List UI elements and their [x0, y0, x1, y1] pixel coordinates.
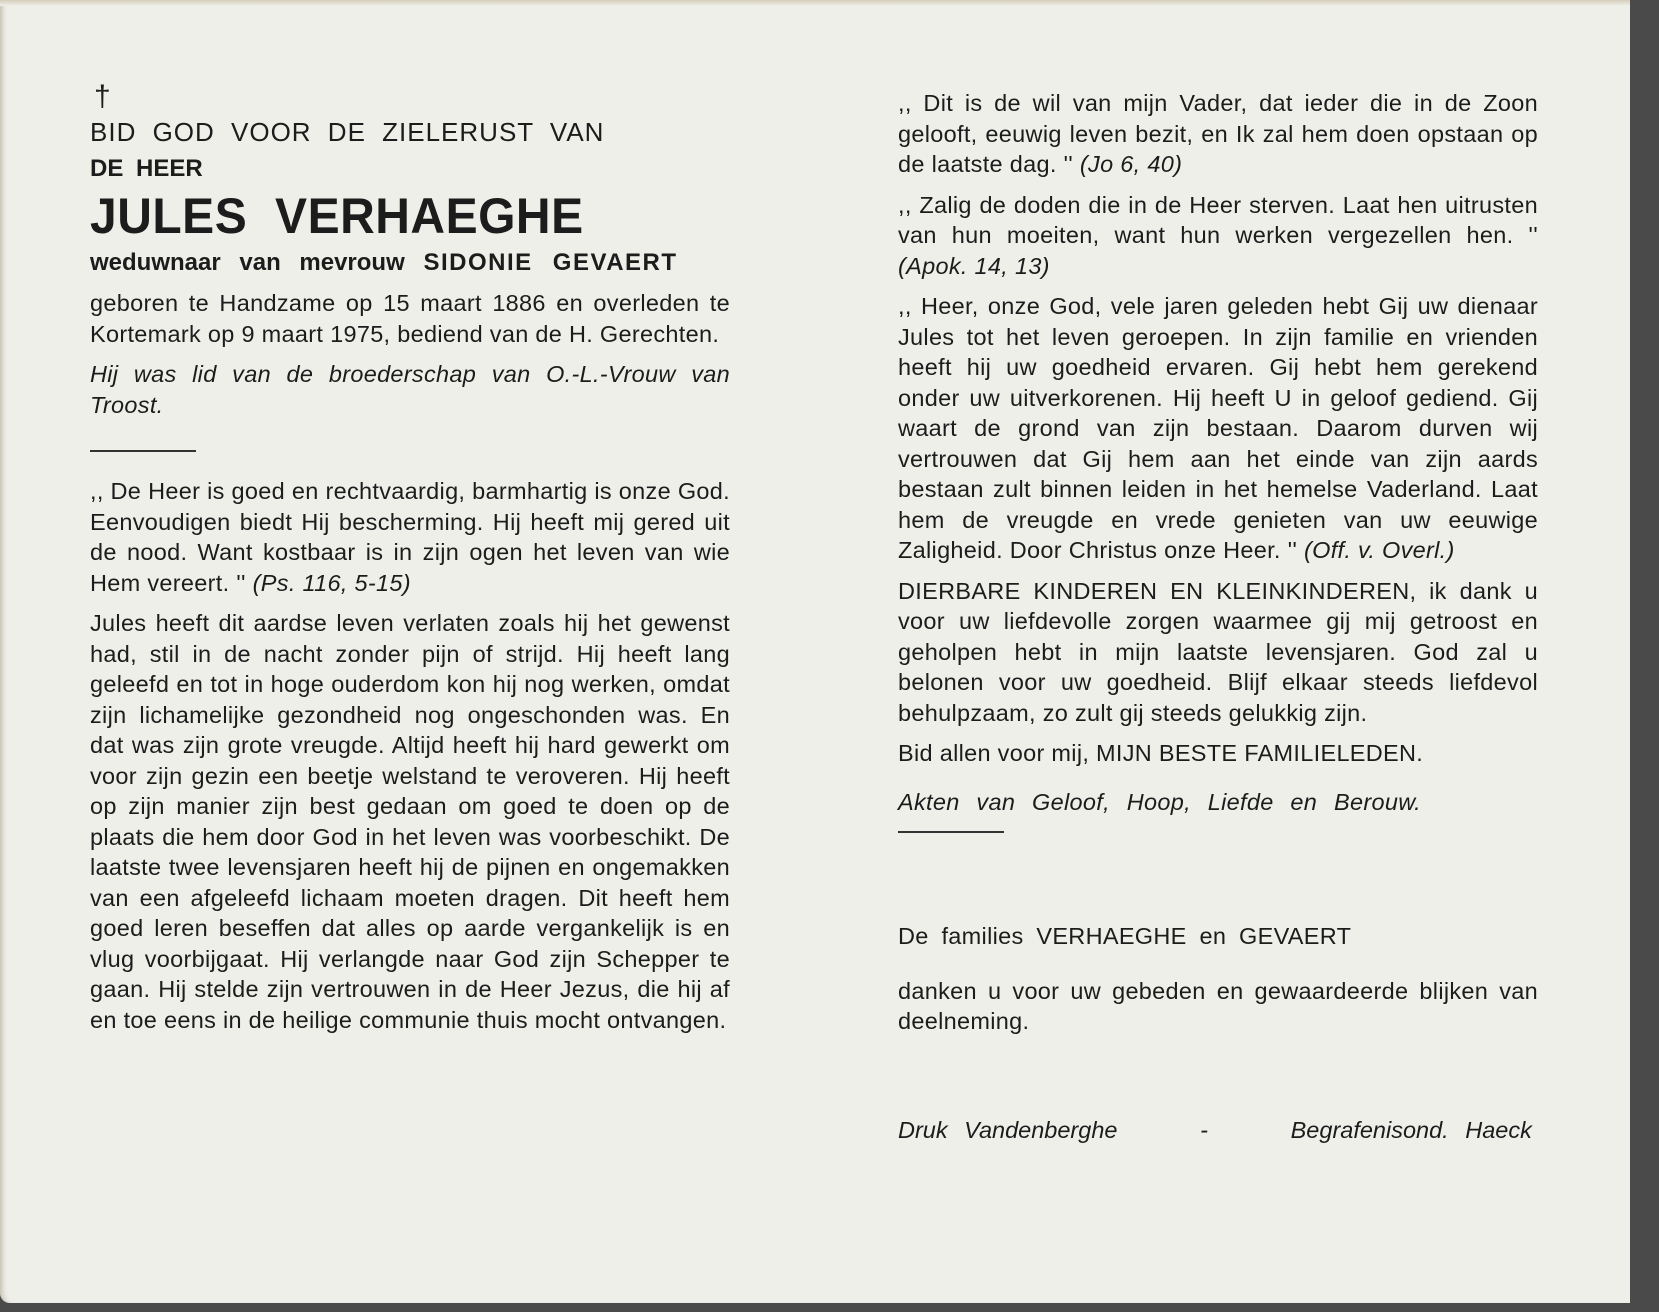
undertaker-credit: Begrafenisond. Haeck [1290, 1116, 1532, 1143]
psalm-quote-block [90, 476, 730, 598]
acts-line: Akten van Geloof, Hoop, Liefde en Berouw. [898, 788, 1422, 815]
title-honorific: DE HEER [90, 155, 203, 182]
thanks-message: danken u voor uw gebeden en gewaardeerde blijken van deelneming. [898, 977, 1538, 1034]
birth-death-info: geboren te Handzame op 15 maart 1886 en overleden te Kortemark op 9 maart 1975, bediend van de H. Gerechten. [90, 290, 730, 347]
footer-credits [898, 1115, 1538, 1145]
spouse-name: SIDONIE GEVAERT [423, 249, 678, 276]
brotherhood-note: Hij was lid van de broederschap van O.-L.-Vrouw van Troost. [90, 361, 730, 418]
widower-line [90, 248, 730, 278]
psalm-reference: (Ps. 116, 5-15) [252, 569, 411, 596]
credit-separator: - [1200, 1116, 1208, 1143]
cross-icon: † [94, 80, 111, 113]
right-column [898, 88, 1538, 1145]
prayer-heading: BID GOD VOOR DE ZIELERUST VAN [90, 117, 605, 147]
apok-quote: ,, Zalig de doden die in de Heer sterven. Laat hen uitrusten van hun moeiten, want hun werken vergezellen hen. '' [898, 191, 1538, 248]
widower-prefix: weduwnaar van mevrouw [90, 249, 405, 276]
biography: Jules heeft dit aardse leven verlaten zoals hij het gewenst had, stil in de nacht zonder pijn of strijd. Hij heeft lang geleefd en tot in hoge ouderdom kon hij nog werken, omdat zijn lichamelijke gezondheid nog ongeschonden was. En dat was zijn grote vreugde. Altijd heeft hij hard gewerkt om voor zijn gezin een beetje welstand te veroveren. Hij heeft op zijn manier zijn best gedaan om goed te doen op de plaats die hem door God in het leven was voorbeschikt. De laatste twee levensjaren heeft hij de pijnen en ongemakken van een afgeleefd lichaam moeten dragen. Dit heeft hem goed leren beseffen dat alles op aarde vergankelijk is en vlug voorbijgaat. Hij verlangde naar God zijn Schepper te gaan. Hij stelde zijn vertrouwen in de Heer Jezus, die hij af en toe eens in de heilige communie thuis mocht ontvangen. [90, 610, 730, 1033]
prayer-quote: ,, Heer, onze God, vele jaren geleden hebt Gij uw dienaar Jules tot het leven geroepen. In zijn familie en vrienden heeft hij uw goedheid ervaren. Gij hebt hem gerekend onder uw uitverkorenen. Hij heeft U in geloof gediend. Gij waart de grond van zijn bestaan. Daarom durven wij vertrouwen dat Gij hem aan het einde van zijn aards bestaan zult binnen leiden in het hemelse Vaderland. Laat hem de vreugde en vrede genieten van uw eeuwige Zaligheid. Door Christus onze Heer. '' [898, 293, 1538, 563]
families-line: De families VERHAEGHE en GEVAERT [898, 923, 1352, 949]
deceased-name: JULES VERHAEGHE [90, 189, 584, 245]
prayer-reference: (Off. v. Overl.) [1304, 537, 1455, 563]
family-prayer: Bid allen voor mij, MIJN BESTE FAMILIELEDEN. [898, 740, 1424, 766]
children-message: DIERBARE KINDEREN EN KLEINKINDEREN, ik dank u voor uw liefdevolle zorgen waarmee gij mij getroost en geholpen hebt in mijn laatste levensjaren. God zal u belonen voor uw goedheid. Blijf elkaar steeds liefdevol behulpzaam, zo zult gij steeds gelukkig zijn. [898, 577, 1538, 726]
apok-reference: (Apok. 14, 13) [898, 252, 1050, 279]
printer-credit: Druk Vandenberghe [898, 1116, 1118, 1143]
left-column [90, 80, 730, 1035]
psalm-quote: ,, De Heer is goed en rechtvaardig, barmhartig is onze God. Eenvoudigen biedt Hij bescherming. Hij heeft mij gered uit de nood. Want kostbaar is in zijn ogen het leven van wie Hem vereert. '' [90, 478, 730, 596]
john-quote-block [898, 88, 1538, 180]
apok-quote-block [898, 190, 1538, 282]
card-top-edge [0, 0, 1630, 6]
john-quote: ,, Dit is de wil van mijn Vader, dat ieder die in de Zoon gelooft, eeuwig leven bezit, en Ik zal hem doen opstaan op de laatste dag. '' [898, 90, 1538, 177]
divider [90, 450, 196, 452]
prayer-quote-block [898, 291, 1538, 566]
john-reference: (Jo 6, 40) [1079, 151, 1183, 177]
